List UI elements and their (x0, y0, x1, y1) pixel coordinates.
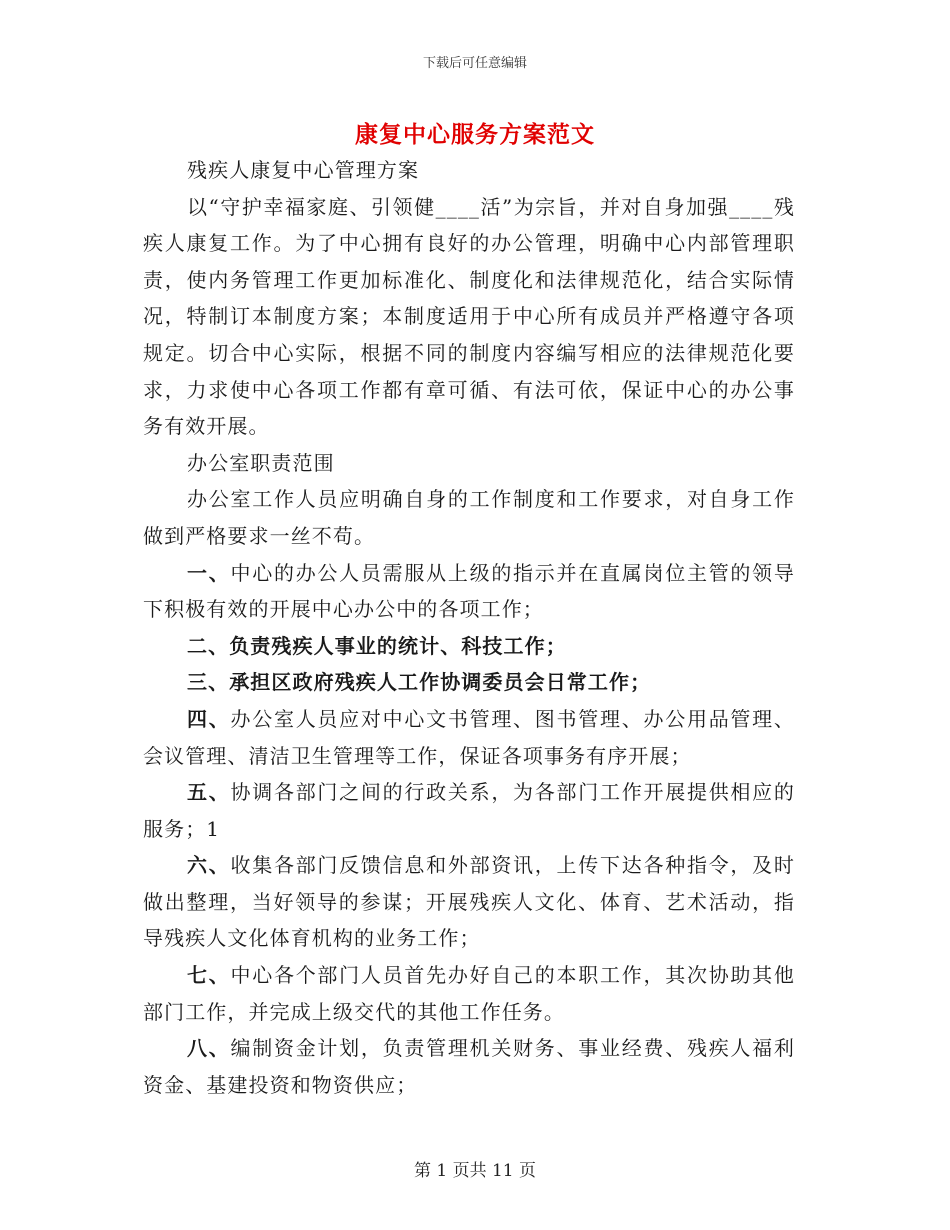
list-number: 一、 (187, 560, 231, 585)
list-item (143, 774, 795, 847)
list-item (143, 957, 795, 1030)
list-text: 承担区政府残疾人工作协调委员会日常工作； (229, 670, 652, 695)
list-text: 中心各个部门人员首先办好自己的本职工作，其次协助其他部门工作，并完成上级交代的其他工作任务。 (143, 963, 795, 1024)
list-item (143, 701, 795, 774)
list-number: 六、 (187, 853, 231, 878)
list-text: 中心的办公人员需服从上级的指示并在直属岗位主管的领导下积极有效的开展中心办公中的各项工作； (143, 560, 795, 622)
document-title: 康复中心服务方案范文 (355, 121, 595, 148)
list-item (143, 664, 795, 701)
list-text: 负责残疾人事业的统计、科技工作； (229, 633, 567, 658)
list-number: 八、 (187, 1036, 231, 1061)
list-number: 二、 (187, 633, 230, 658)
list-text: 编制资金计划，负责管理机关财务、事业经费、残疾人福利资金、基建投资和物资供应； (143, 1036, 795, 1097)
list-text: 协调各部门之间的行政关系，为各部门工作开展提供相应的服务；1 (143, 780, 795, 841)
list-number: 三、 (187, 670, 230, 695)
list-number: 五、 (187, 780, 231, 805)
list-number: 四、 (187, 706, 231, 731)
list-text: 收集各部门反馈信息和外部资讯，上传下达各种指令，及时做出整理，当好领导的参谋；开展残疾人文化、体育、艺术活动，指导残疾人文化体育机构的业务工作； (143, 853, 795, 951)
list-number: 七、 (187, 963, 231, 988)
list-item (143, 628, 795, 665)
page-footer: 第 1 页共 11 页 (413, 1161, 537, 1181)
list-item (143, 1030, 795, 1103)
section-heading: 办公室职责范围 (187, 450, 335, 475)
list-item (143, 847, 795, 957)
page-header: 下载后可任意编辑 (422, 56, 527, 71)
list-item (143, 555, 795, 628)
document-body (143, 152, 795, 1103)
list-text: 办公室人员应对中心文书管理、图书管理、办公用品管理、会议管理、清洁卫生管理等工作，保证各项事务有序开展； (143, 706, 795, 768)
section-heading: 残疾人康复中心管理方案 (187, 158, 420, 182)
body-paragraph: 办公室工作人员应明确自身的工作制度和工作要求，对自身工作做到严格要求一丝不苟。 (143, 487, 795, 548)
intro-paragraph: 以“守护幸福家庭、引领健____活”为宗旨，并对自身加强____残疾人康复工作。为了中心拥有良好的办公管理，明确中心内部管理职责，使内务管理工作更加标准化、制度化和法律规范化，结合实际情况，特制订本制度方案；本制度适用于中心所有成员并严格遵守各项规定。切合中心实际，根据不同的制度内容编写相应的法律规范化要求，力求使中心各项工作都有章可循、有法可依，保证中心的办公事务有效开展。 (143, 194, 795, 439)
